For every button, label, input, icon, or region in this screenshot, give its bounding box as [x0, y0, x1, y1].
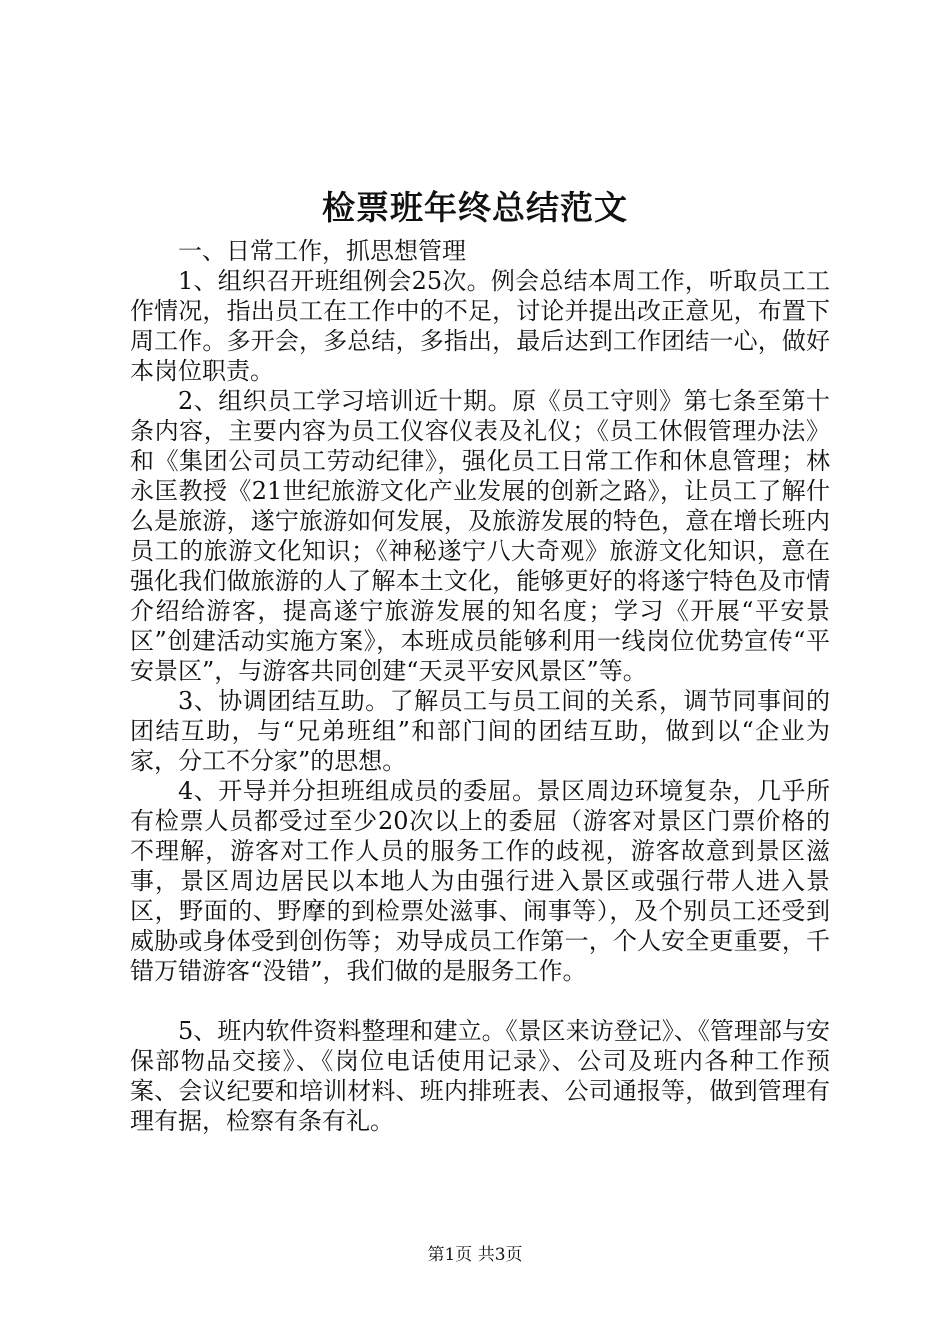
document-body — [130, 236, 830, 1136]
paragraph-4: 4、开导并分担班组成员的委屈。景区周边环境复杂，几乎所有检票人员都受过至少20次以上的委屈（游客对景区门票价格的不理解，游客对工作人员的服务工作的歧视，游客故意到景区滋事，景区周边居民以本地人为由强行进入景区或强行带人进入景区，野面的、野摩的到检票处滋事、闹事等），及个别员工还受到威胁或身体受到创伤等；劝导成员工作第一，个人安全更重要，千错万错游客“没错”，我们做的是服务工作。 — [130, 777, 830, 985]
paragraph-1: 1、组织召开班组例会25次。例会总结本周工作，听取员工工作情况，指出员工在工作中的不足，讨论并提出改正意见，布置下周工作。多开会，多总结，多指出，最后达到工作团结一心，做好本岗位职责。 — [130, 267, 830, 385]
paragraph-5: 5、班内软件资料整理和建立。《景区来访登记》、《管理部与安保部物品交接》、《岗位电话使用记录》、公司及班内各种工作预案、会议纪要和培训材料、班内排班表、公司通报等，做到管理有理有据，检察有条有礼。 — [130, 1017, 830, 1135]
page-number-footer: 第1页 共3页 — [427, 1245, 523, 1265]
document-title: 检票班年终总结范文 — [322, 188, 628, 227]
paragraph-2: 2、组织员工学习培训近十期。原《员工守则》第七条至第十条内容，主要内容为员工仪容仪表及礼仪；《员工休假管理办法》和《集团公司员工劳动纪律》，强化员工日常工作和休息管理；林永匡教授《21世纪旅游文化产业发展的创新之路》，让员工了解什么是旅游，遂宁旅游如何发展，及旅游发展的特色，意在增长班内员工的旅游文化知识；《神秘遂宁八大奇观》旅游文化知识，意在强化我们做旅游的人了解本土文化，能够更好的将遂宁特色及市情介绍给游客，提高遂宁旅游发展的知名度；学习《开展“平安景区”创建活动实施方案》，本班成员能够利用一线岗位优势宣传“平安景区”，与游客共同创建“天灵平安风景区”等。 — [130, 387, 830, 685]
paragraph-3: 3、协调团结互助。了解员工与员工间的关系，调节同事间的团结互助，与“兄弟班组”和部门间的团结互助，做到以“企业为家，分工不分家”的思想。 — [130, 687, 830, 775]
section-heading: 一、日常工作，抓思想管理 — [178, 237, 466, 265]
